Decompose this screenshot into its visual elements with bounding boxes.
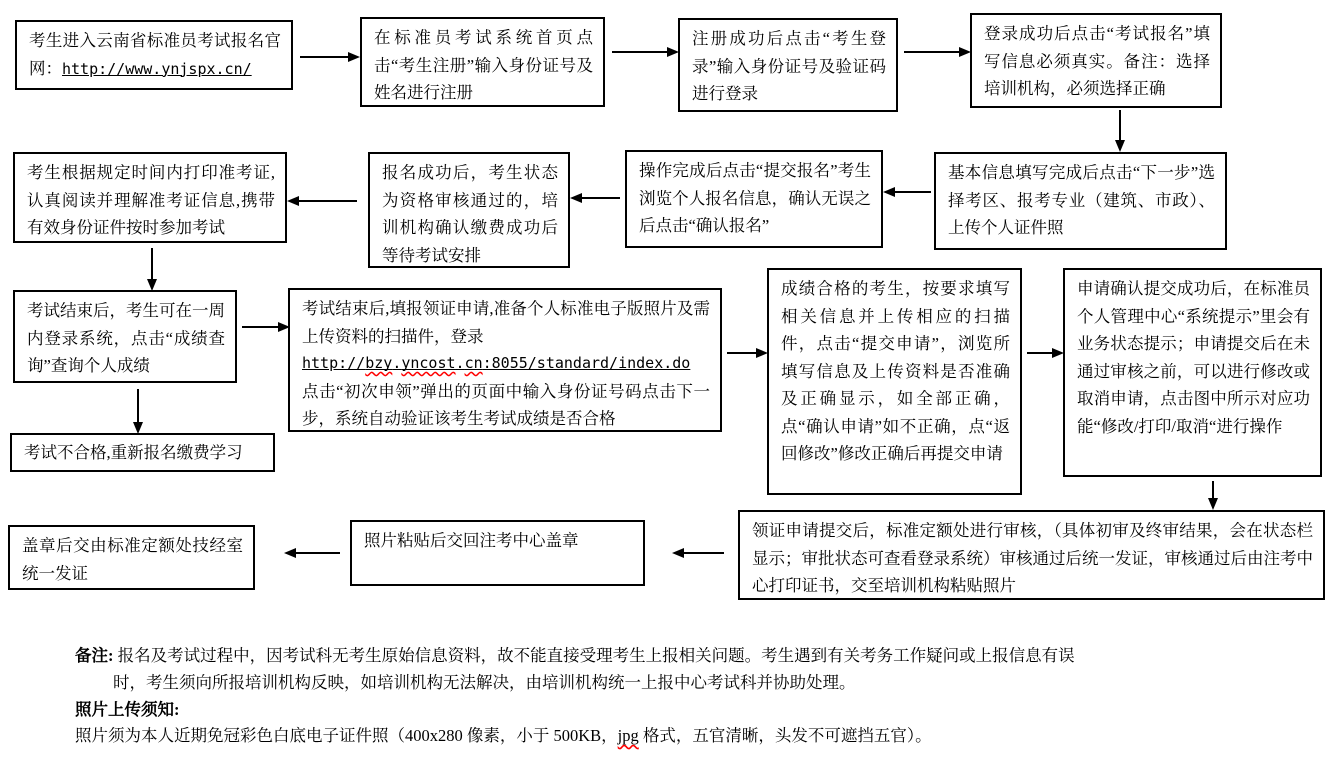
- flow-step-print-admission: 考生根据规定时间内打印准考证,认真阅读并理解准考证信息,携带有效身份证件按时参加考试: [13, 152, 287, 243]
- remark-line-2: 时，考生须向所报培训机构反映，如培训机构无法解决，由培训机构统一上报中心考试科并协助处理。: [113, 673, 856, 692]
- cert-apply-url: [302, 350, 710, 378]
- flow-step-fail-retry: 考试不合格,重新报名缴费学习: [10, 433, 275, 472]
- cert-apply-url-wavy-1: bzy: [365, 354, 393, 372]
- flow-step-fill-info: 基本信息填写完成后点击“下一步”选择考区、报考专业（建筑、市政）、上传个人证件照: [934, 152, 1227, 250]
- arrow-step2-to-step3: [612, 51, 667, 53]
- arrow-step12-to-step13: [1027, 352, 1052, 354]
- arrow-step11-to-step12: [727, 352, 756, 354]
- arrow-step6-to-step7: [582, 197, 620, 199]
- cert-apply-url-tail: :8055/standard/index.do: [482, 354, 691, 372]
- flow-step-status-modify: 申请确认提交成功后，在标准员个人管理中心“系统提示”里会有业务状态提示；申请提交后在未通过审核之前，可以进行修改或取消申请，点击图中所示对应功能“修改/打印/取消“进行操作: [1063, 268, 1322, 477]
- cert-apply-url-part: http://: [302, 354, 366, 372]
- flow-step-register: 在标准员考试系统首页点击“考生注册”输入身份证号及姓名进行注册: [360, 17, 605, 107]
- photo-notice-text-after: 格式，五官清晰，头发不可遮挡五官）。: [638, 726, 932, 745]
- official-site-url: http://www.ynjspx.cn/: [62, 59, 252, 78]
- flow-step-submit-application: 成绩合格的考生，按要求填写相关信息并上传相应的扫描件，点击“提交申请”，浏览所填写信息及上传资料是否准确及正确显示，如全部正确，点“确认申请”如不正确，点“返回修改”修改正确后再提交申请: [767, 268, 1022, 495]
- flow-step-official-site: [15, 20, 293, 90]
- cert-apply-url-dot-1: .: [392, 354, 402, 372]
- flow-step-exam-signup: 登录成功后点击“考试报名”填写信息必须真实。备注：选择培训机构，必须选择正确: [970, 13, 1222, 108]
- flow-step-photo-stamp: 照片粘贴后交回注考中心盖章: [350, 520, 645, 586]
- arrow-step8-to-step9: [151, 248, 153, 279]
- arrow-step15-to-step16: [296, 552, 340, 554]
- arrow-step1-to-step2: [300, 56, 348, 58]
- remark-line-1-text: 报名及考试过程中，因考试科无考生原始信息资料，故不能直接受理考生上报相关问题。考生遇到有关考务工作疑问或上报信息有误: [117, 646, 1075, 665]
- cert-apply-text-2: 点击“初次申领”弹出的页面中输入身份证号码点击下一步，系统自动验证该考生考试成绩是否合格: [302, 381, 710, 428]
- cert-apply-text-1: 考试结束后,填报领证申请,准备个人标准电子版照片及需上传资料的扫描件，登录: [302, 299, 710, 346]
- arrow-step7-to-step8: [299, 200, 357, 202]
- arrow-step5-to-step6: [895, 191, 931, 193]
- photo-notice-jpg: jpg: [617, 726, 639, 745]
- flow-step-score-query: 考试结束后，考生可在一周内登录系统，点击“成绩查询”查询个人成绩: [13, 290, 237, 383]
- flow-step-official-site-text: 考生进入云南省标准员考试报名官网：: [29, 31, 281, 78]
- cert-apply-url-wavy-2: yncost: [401, 354, 456, 372]
- remark-label: 备注:: [75, 646, 118, 665]
- photo-notice-title: 照片上传须知:: [75, 700, 180, 719]
- flow-step-payment-confirm: 报名成功后，考生状态为资格审核通过的，培训机构确认缴费成功后等待考试安排: [368, 152, 570, 268]
- cert-apply-url-dot-2: .: [455, 354, 465, 372]
- flow-step-login: 注册成功后点击“考生登录”输入身份证号及验证码进行登录: [678, 18, 898, 112]
- arrow-step3-to-step4: [904, 51, 959, 53]
- arrow-step9-to-step10: [137, 389, 139, 422]
- arrow-step13-to-step14: [1212, 481, 1214, 498]
- arrow-step9-to-step11: [242, 326, 278, 328]
- flow-step-cert-apply: [288, 288, 722, 432]
- flow-step-review-issue: 领证申请提交后，标准定额处进行审核，（具体初审及终审结果，会在状态栏显示；审批状态可查看登录系统）审核通过后统一发证，审核通过后由注考中心打印证书，交至培训机构粘贴照片: [738, 510, 1325, 600]
- flow-step-submit-signup: 操作完成后点击“提交报名”考生浏览个人报名信息，确认无误之后点击“确认报名”: [625, 150, 883, 248]
- arrow-step14-to-step15: [684, 552, 724, 554]
- flow-step-final-issue: 盖章后交由标准定额处技经室统一发证: [8, 525, 255, 590]
- arrow-step4-to-step5: [1119, 110, 1121, 140]
- photo-notice-text-before: 照片须为本人近期免冠彩色白底电子证件照（400x280 像素，小于 500KB，: [75, 726, 618, 745]
- remark-line-1: [75, 644, 1075, 668]
- photo-notice-line: [75, 724, 932, 748]
- cert-apply-url-wavy-3: cn: [464, 354, 483, 372]
